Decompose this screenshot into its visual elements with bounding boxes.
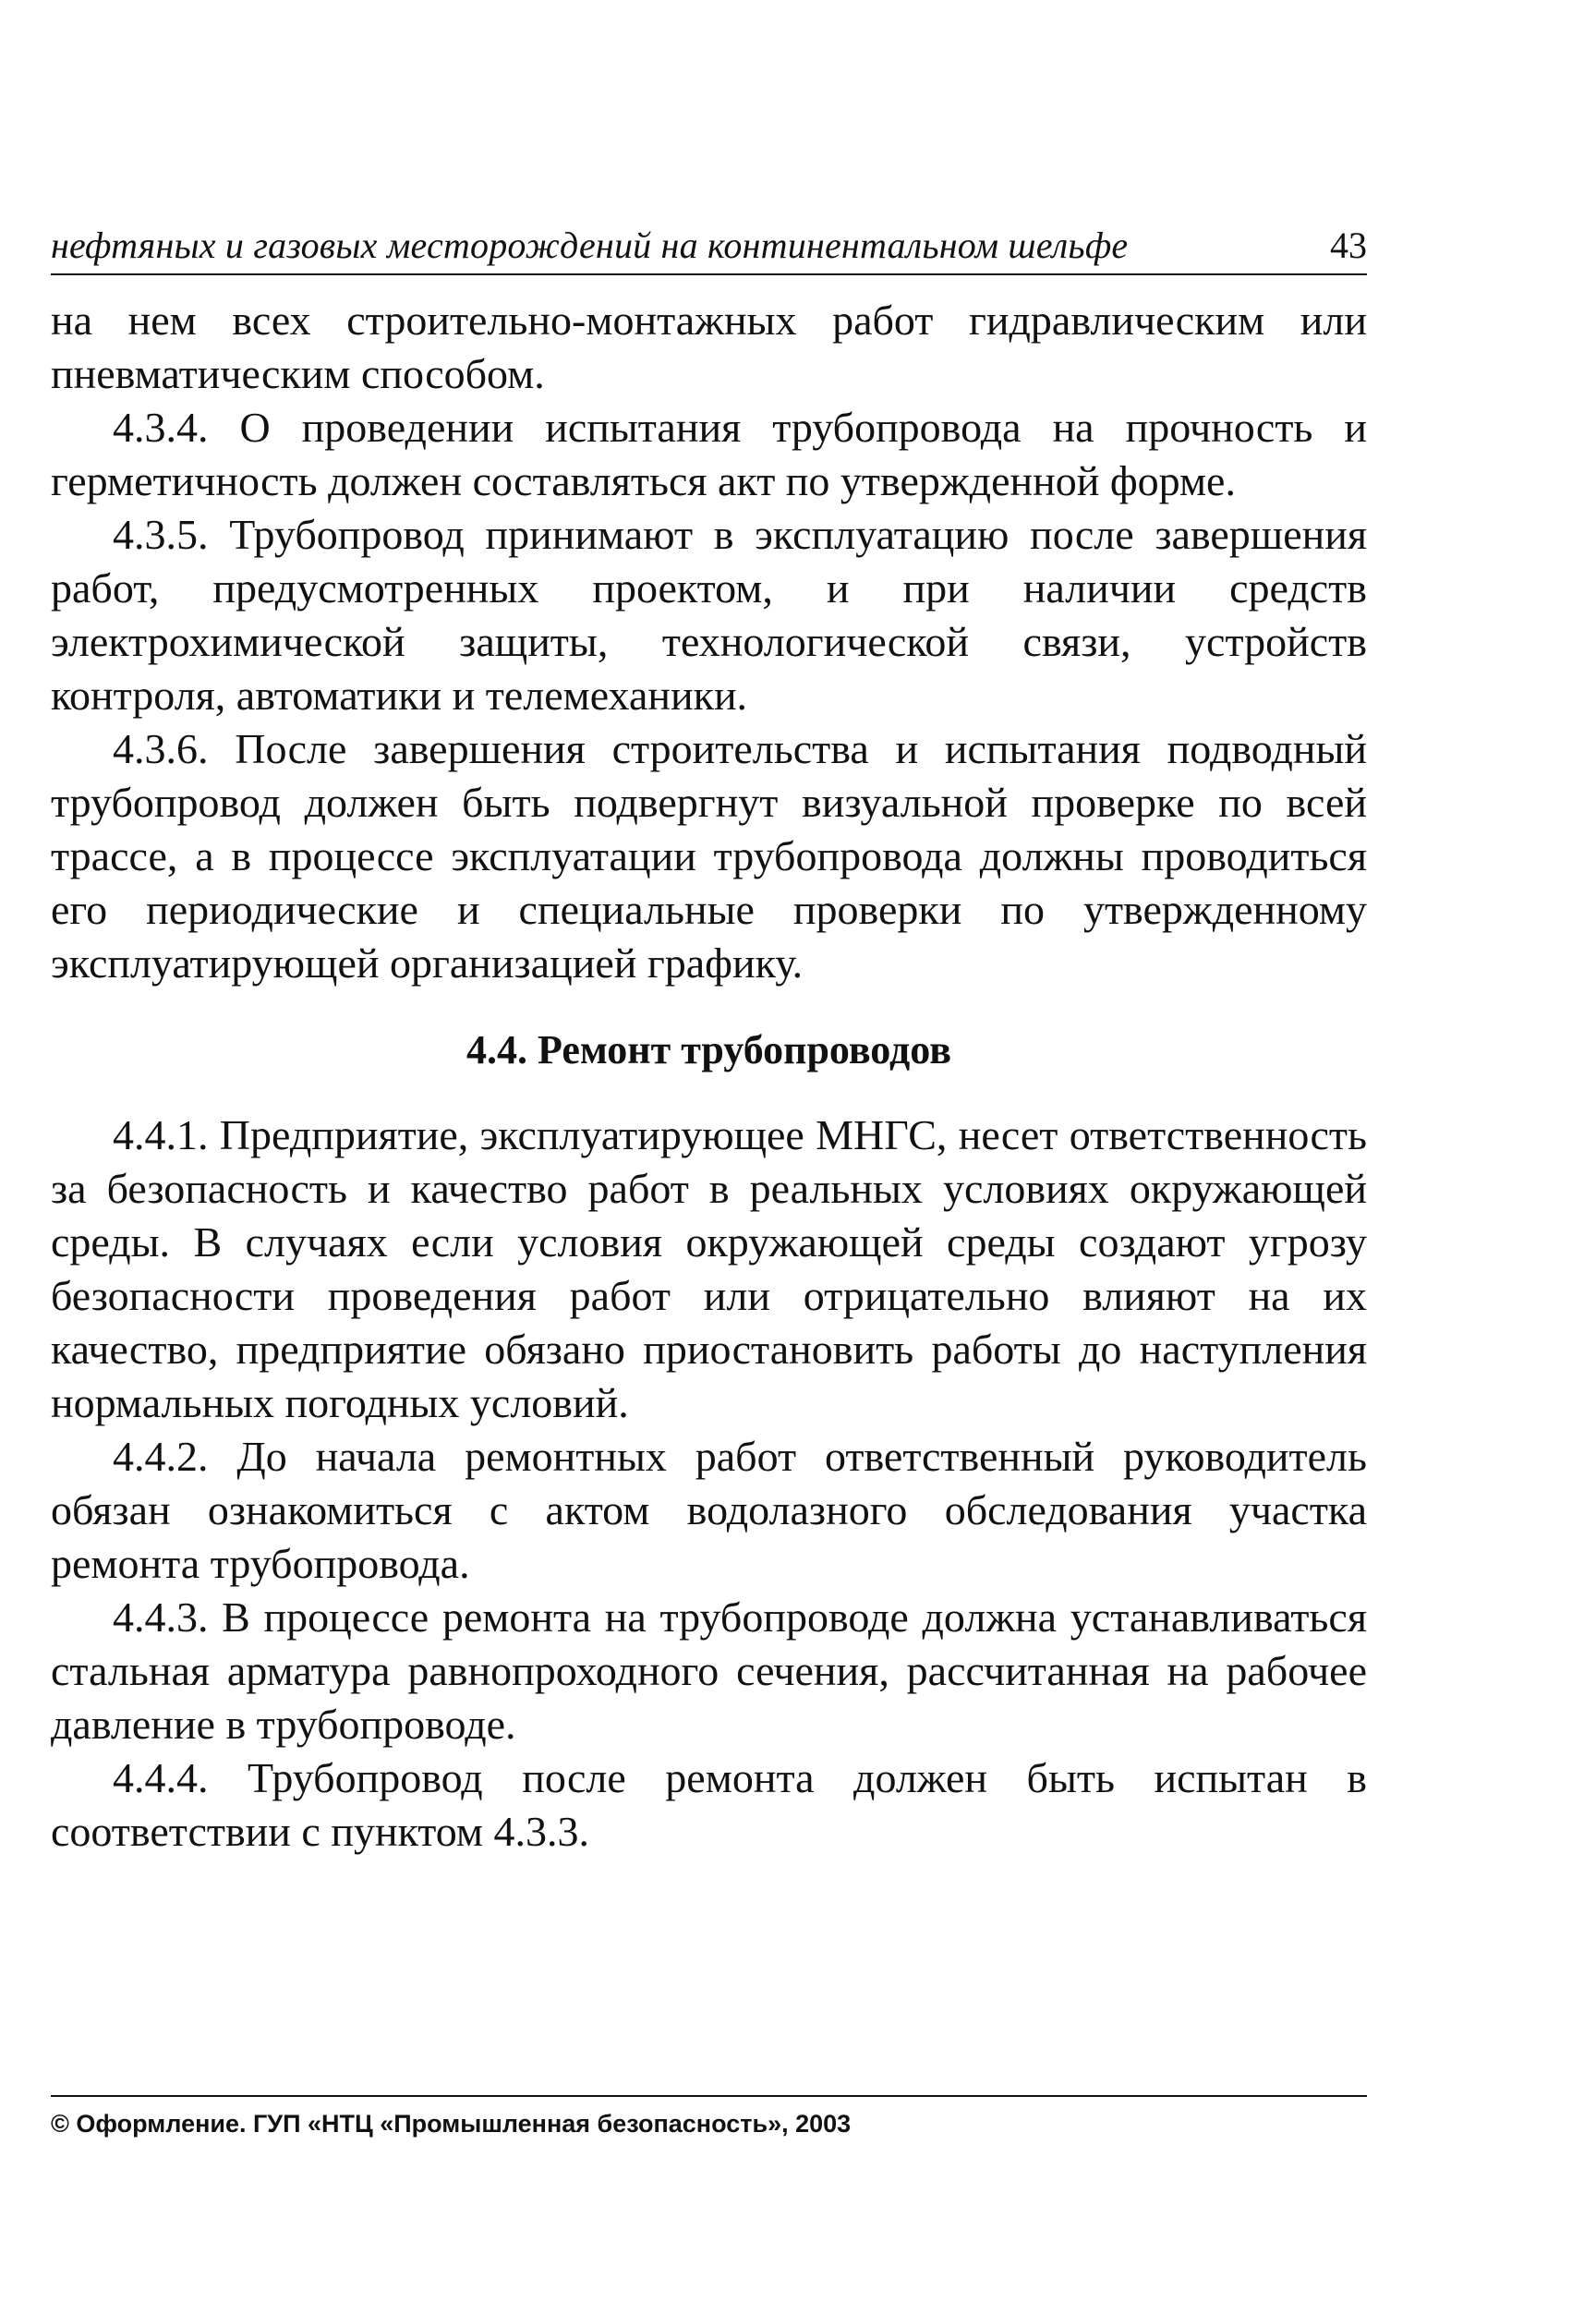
paragraph-4-3-5: 4.3.5. Трубопровод принимают в эксплуатацию после завершения работ, предусмотренных проектом, и при наличии средств электрохимической защиты, технологической связи, устройств контроля, автоматики и телемеханики. xyxy=(51,511,1367,719)
paragraph-4-4-2: 4.4.2. До начала ремонтных работ ответственный руководитель обязан ознакомиться с актом водолазного обследования участка ремонта трубопровода. xyxy=(51,1433,1367,1587)
footer-divider xyxy=(51,2095,1367,2097)
section-heading: 4.4. Ремонт трубопроводов xyxy=(466,1027,951,1072)
paragraph-continuation: на нем всех строительно-монтажных работ гидравлическим или пневматическим способом. xyxy=(51,297,1367,397)
paragraph-4-3-4: 4.3.4. О проведении испытания трубопровода на прочность и герметичность должен составляться акт по утвержденной форме. xyxy=(51,404,1367,504)
body-text xyxy=(51,294,1367,1859)
running-header xyxy=(51,222,1367,275)
page-number: 43 xyxy=(1330,224,1367,266)
paragraph-4-3-6: 4.3.6. После завершения строительства и испытания подводный трубопровод должен быть подвергнут визуальной проверке по всей трассе, а в процессе эксплуатации трубопровода должны проводиться его периодические и специальные проверки по утвержденному эксплуатирующей организацией графику. xyxy=(51,725,1367,987)
footer-copyright: © Оформление. ГУП «НТЦ «Промышленная безопасность», 2003 xyxy=(51,2110,852,2138)
paragraph-4-4-1: 4.4.1. Предприятие, эксплуатирующее МНГС, несет ответственность за безопасность и качество работ в реальных условиях окружающей среды. В случаях если условия окружающей среды создают угрозу безопасности проведения работ или отрицательно влияют на их качество, предприятие обязано приостановить работы до наступления нормальных погодных условий. xyxy=(51,1111,1367,1426)
paragraph-4-4-3: 4.4.3. В процессе ремонта на трубопроводе должна устанавливаться стальная арматура равнопроходного сечения, рассчитанная на рабочее давление в трубопроводе. xyxy=(51,1593,1367,1748)
paragraph-4-4-4: 4.4.4. Трубопровод после ремонта должен быть испытан в соответствии с пунктом 4.3.3. xyxy=(51,1754,1367,1855)
running-header-title: нефтяных и газовых месторождений на континентальном шельфе xyxy=(51,224,1129,266)
